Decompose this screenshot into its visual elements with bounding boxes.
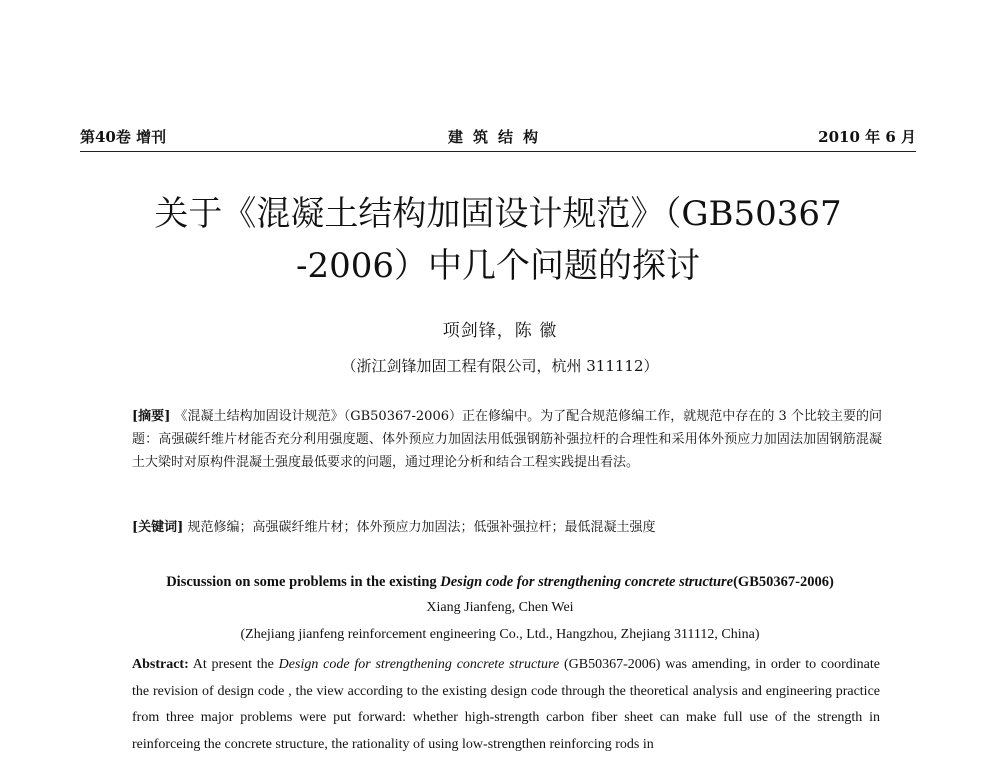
authors-en: Xiang Jianfeng, Chen Wei [426, 600, 574, 615]
affiliation-en: (Zhejiang jianfeng reinforcement engineering Co., Ltd., Hangzhou, Zhejiang 311112, China) [240, 627, 760, 642]
title-en [0, 574, 1000, 591]
title-cn-line2: -2006）中几个问题的探讨 [295, 246, 700, 286]
keywords-cn-text: 规范修编；高强碳纤维片材；体外预应力加固法；低强补强拉杆；最低混凝土强度 [187, 520, 656, 535]
abstract-cn-label: [摘要] [132, 409, 171, 424]
header-journal-name: 建筑结构 [447, 128, 548, 146]
title-en-prefix: Discussion on some problems in the existing [166, 574, 441, 590]
abstract-en-italic: Design code for strengthening concrete structure [278, 657, 560, 672]
keywords-cn [132, 517, 882, 539]
title-en-suffix: (GB50367-2006) [733, 574, 834, 590]
keywords-cn-label: [关键词] [132, 520, 184, 535]
affiliation-cn: （浙江剑锋加固工程有限公司，杭州 311112） [341, 357, 659, 375]
header-date: 2010 年 6 月 [818, 128, 916, 146]
abstract-en-part1: At present the [188, 657, 279, 672]
header-rule [80, 151, 916, 152]
abstract-cn-text: 《混凝土结构加固设计规范》（GB50367-2006）正在修编中。为了配合规范修编工作，就规范中存在的 3 个比较主要的问题：高强碳纤维片材能否充分利用强度题、体外预应力加固法用低强钢筋补强拉杆的合理性和采用体外预应力加固法加固钢筋混凝土大梁时对原构件混凝土强度最低要求的问题，通过理论分析和结合工程实践提出看法。 [132, 409, 882, 470]
authors-cn: 项剑锋，陈 徽 [442, 321, 558, 341]
running-header [80, 126, 916, 152]
abstract-en-label: Abstract: [132, 657, 189, 672]
title-en-italic: Design code for strengthening concrete structure [440, 574, 734, 590]
abstract-en [132, 652, 880, 758]
title-cn-line1: 关于《混凝土结构加固设计规范》（GB50367 [154, 194, 842, 234]
header-volume: 第40卷 增刊 [80, 128, 167, 146]
abstract-cn [132, 405, 882, 474]
abstract-en-part2: (GB50367-2006) was amending, in order to coordinate the revision of design code , the view according to the existing design code through the theoretical analysis and engineering practice from three major problems were put forward: whether high-strength carbon fiber sheet can make full use of the strength in reinforceing the concrete structure, the rationality of using low-strengthen reinforcing rods in [132, 657, 880, 752]
